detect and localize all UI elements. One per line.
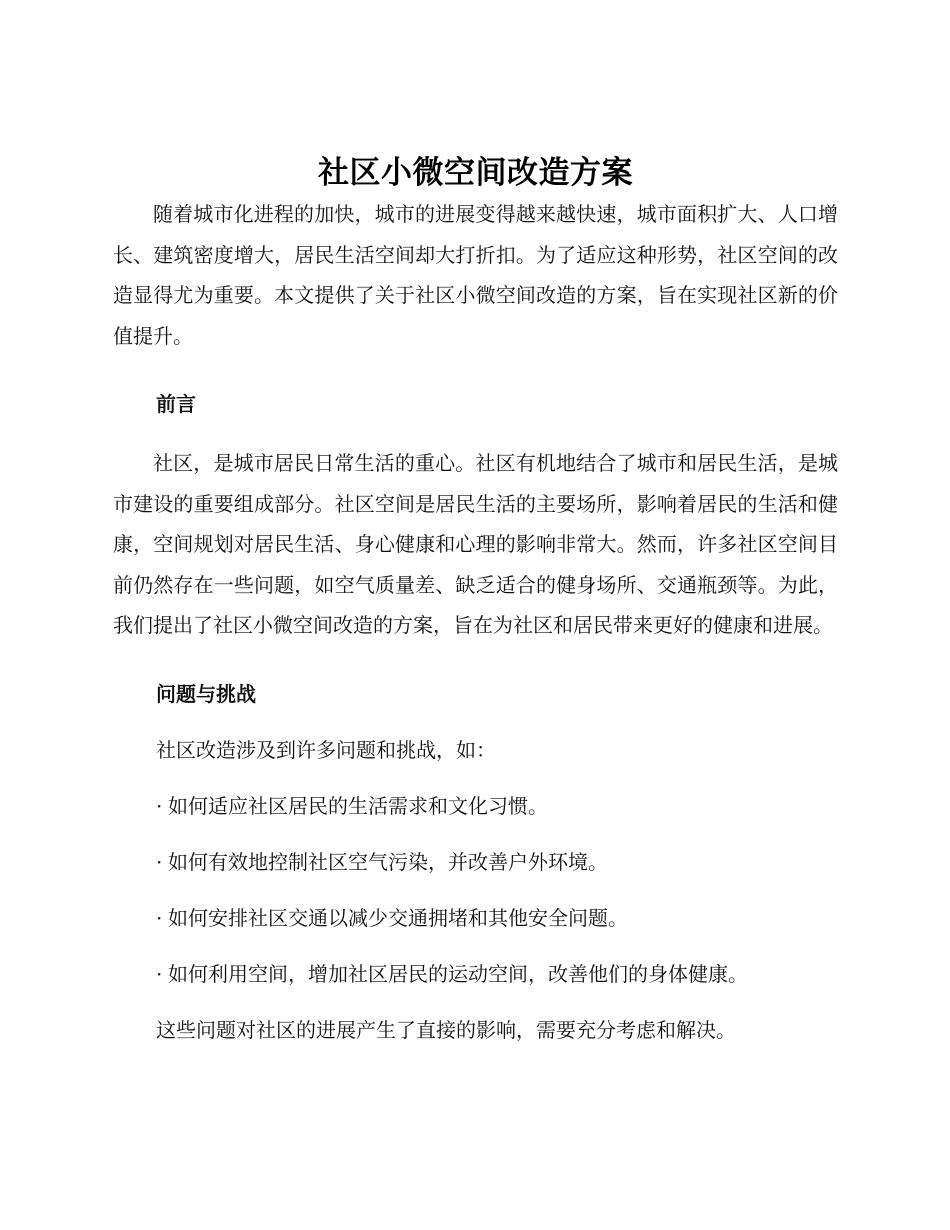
bullet-icon: ·	[156, 849, 163, 874]
section-heading-challenges: 问题与挑战	[156, 681, 256, 706]
bullet-icon: ·	[156, 905, 163, 930]
intro-paragraph: 随着城市化进程的加快，城市的进展变得越来越快速，城市面积扩大、人口增长、建筑密度增大，居民生活空间却大打折扣。为了适应这种形势，社区空间的改造显得尤为重要。本文提供了关于社区小微空间改造的方案，旨在实现社区新的价值提升。	[113, 202, 838, 348]
bullet-icon: ·	[156, 961, 163, 986]
challenges-list	[113, 791, 838, 989]
challenges-closing: 这些问题对社区的进展产生了直接的影响，需要充分考虑和解决。	[156, 1017, 736, 1042]
list-item-text: 如何安排社区交通以减少交通拥堵和其他安全问题。	[168, 905, 628, 930]
list-item-text: 如何利用空间，增加社区居民的运动空间，改善他们的身体健康。	[168, 961, 748, 986]
list-item-text: 如何有效地控制社区空气污染，并改善户外环境。	[168, 849, 608, 874]
list-item-text: 如何适应社区居民的生活需求和文化习惯。	[168, 793, 548, 818]
bullet-icon: ·	[156, 793, 163, 818]
preface-paragraph: 社区，是城市居民日常生活的重心。社区有机地结合了城市和居民生活，是城市建设的重要组成部分。社区空间是居民生活的主要场所，影响着居民的生活和健康，空间规划对居民生活、身心健康和心理的影响非常大。然而，许多社区空间目前仍然存在一些问题，如空气质量差、缺乏适合的健身场所、交通瓶颈等。为此，我们提出了社区小微空间改造的方案，旨在为社区和居民带来更好的健康和进展。	[113, 451, 838, 637]
list-item	[113, 847, 838, 877]
page-title: 社区小微空间改造方案	[318, 155, 633, 191]
list-item	[113, 791, 838, 821]
document-page	[113, 152, 838, 1045]
challenges-lead: 社区改造涉及到许多问题和挑战，如：	[156, 737, 496, 762]
list-item	[113, 903, 838, 933]
section-heading-preface: 前言	[156, 392, 196, 416]
list-item	[113, 959, 838, 989]
